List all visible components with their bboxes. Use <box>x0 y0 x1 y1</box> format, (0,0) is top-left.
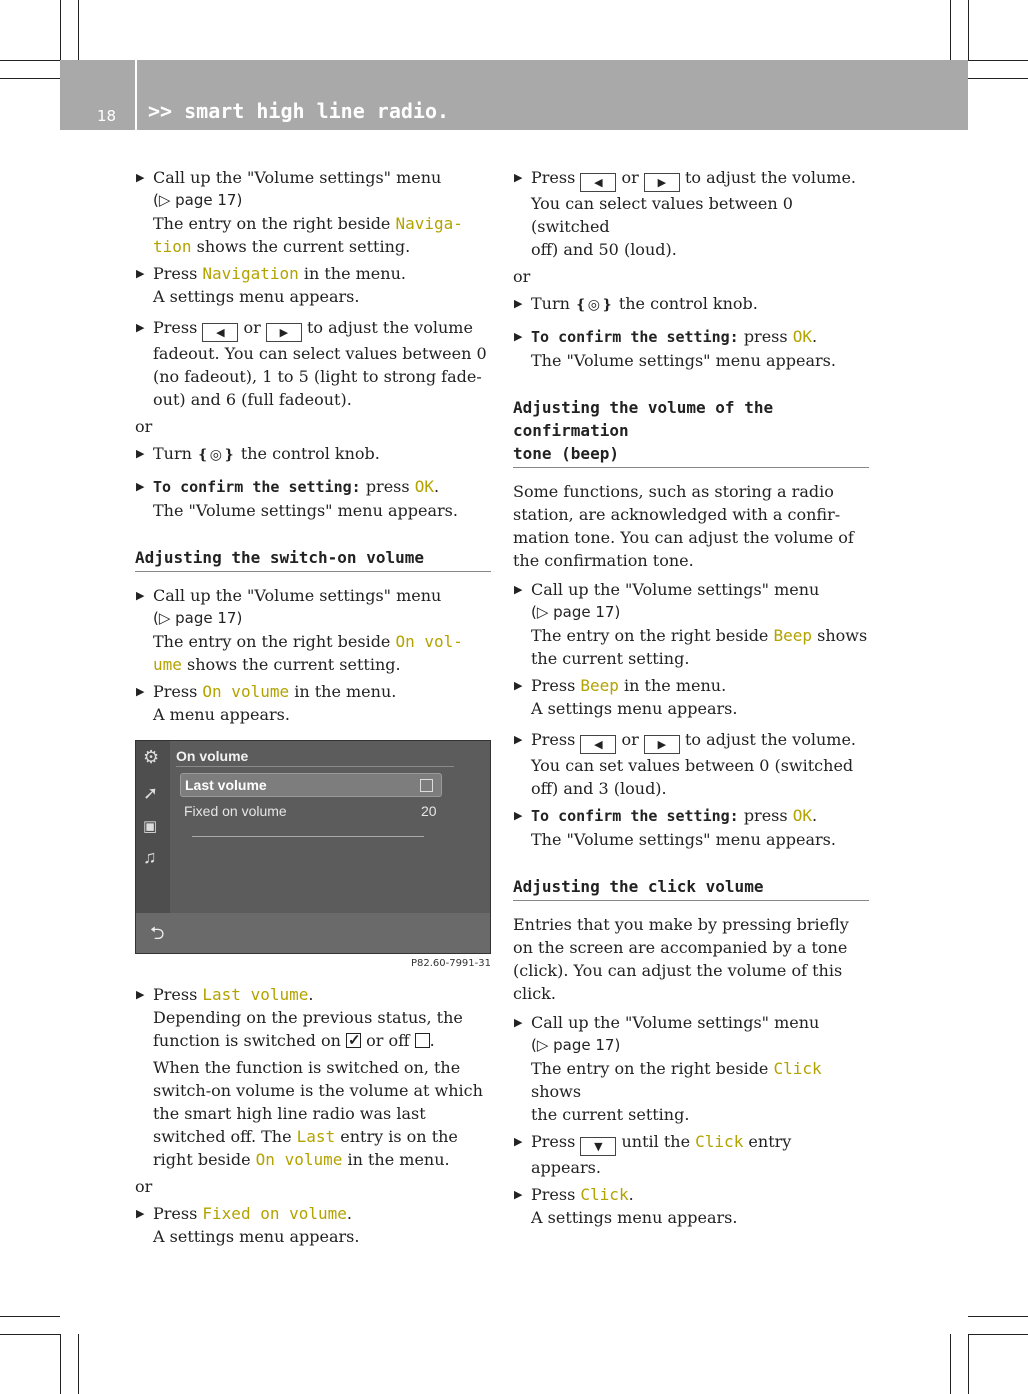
step-press-beep: ▶ Press Beep in the menu. A settings menu appears. <box>514 676 738 718</box>
music-note-icon: ♫ <box>143 847 157 867</box>
crop-mark <box>0 78 60 79</box>
crop-mark <box>968 0 969 60</box>
bullet-arrow-icon: ▶ <box>514 733 523 746</box>
step-call-up-menu: ▶ Call up the "Volume settings" menu (▷ page 17) The entry on the right beside Naviga- tion shows the current setting. <box>135 166 491 258</box>
section-heading: Adjusting the volume of the confirmation tone (beep) <box>513 396 869 468</box>
bullet-arrow-icon: ▶ <box>514 1016 523 1029</box>
paragraph: Some functions, such as storing a radio station, are acknowledged with a confir- mation tone. You can adjust the volume of the confirmation tone. <box>513 482 854 570</box>
crop-mark <box>60 1334 61 1394</box>
step-confirm: ▶ To confirm the setting: press OK. The "Volume settings" menu appears. <box>514 806 836 849</box>
bullet-arrow-icon: ▶ <box>514 171 523 184</box>
left-key-icon: ◀ <box>202 323 238 342</box>
screen-bottom-bar <box>136 913 490 953</box>
bullet-arrow-icon: ▶ <box>136 1207 145 1220</box>
checkbox-icon[interactable] <box>420 779 433 792</box>
step-press-navigation: ▶ Press Navigation in the menu. A settings menu appears. <box>136 264 406 306</box>
or-separator: or <box>513 267 531 286</box>
page-number: 18 <box>97 107 117 125</box>
page-reference[interactable]: (▷ page 17) <box>531 603 621 621</box>
right-key-icon: ▶ <box>644 173 680 192</box>
right-key-icon: ▶ <box>266 323 302 342</box>
step-call-up-menu: ▶ Call up the "Volume settings" menu (▷ page 17) The entry on the right beside Click shows the current setting. <box>513 1011 869 1126</box>
right-column <box>513 166 869 1233</box>
crop-mark <box>78 1334 79 1394</box>
menu-item-value: 20 <box>421 803 437 819</box>
checked-box-icon <box>346 1033 361 1048</box>
radio-icon: ▣ <box>143 818 158 835</box>
screen-illustration <box>135 740 491 954</box>
image-reference: P82.60-7991-31 <box>410 958 491 969</box>
chapter-title: >> smart high line radio. <box>148 99 450 123</box>
menu-item-last-volume[interactable]: Last volume <box>180 773 442 797</box>
bullet-arrow-icon: ▶ <box>136 447 145 460</box>
navigation-icon: ➚ <box>143 783 159 803</box>
paragraph: Entries that you make by pressing briefly on the screen are accompanied by a tone (click). You can adjust the volume of this click. <box>513 915 849 1003</box>
back-icon[interactable]: ⮌ <box>150 923 165 943</box>
crop-mark <box>968 1334 1028 1335</box>
bullet-arrow-icon: ▶ <box>514 809 523 822</box>
header-divider <box>135 60 137 130</box>
crop-mark <box>0 60 60 61</box>
left-key-icon: ◀ <box>580 735 616 754</box>
left-key-icon: ◀ <box>580 173 616 192</box>
step-turn-knob: ▶ Turn ❴◎❵ the control knob. <box>136 444 380 463</box>
bullet-arrow-icon: ▶ <box>136 267 145 280</box>
control-knob-icon: ❴◎❵ <box>575 297 614 313</box>
bullet-arrow-icon: ▶ <box>514 583 523 596</box>
section-heading: Adjusting the click volume <box>513 875 869 901</box>
crop-mark <box>60 0 61 60</box>
page-reference[interactable]: (▷ page 17) <box>153 609 243 627</box>
section-heading: Adjusting the switch-on volume <box>135 546 491 572</box>
page-reference[interactable]: (▷ page 17) <box>531 1036 621 1054</box>
crop-mark <box>0 1334 60 1335</box>
bullet-arrow-icon: ▶ <box>514 330 523 343</box>
step-adjust-volume: ▶ Press ◀ or ▶ to adjust the volume. You can set values between 0 (switched off) and 3 (loud). <box>514 730 856 798</box>
bullet-arrow-icon: ▶ <box>514 297 523 310</box>
crop-mark <box>968 60 1028 61</box>
step-call-up-menu: ▶ Call up the "Volume settings" menu (▷ page 17) The entry on the right beside Beep shows the current setting. <box>514 580 868 668</box>
bullet-arrow-icon: ▶ <box>136 589 145 602</box>
step-confirm: ▶ To confirm the setting: press OK. The "Volume settings" menu appears. <box>136 477 458 520</box>
divider <box>176 766 454 767</box>
step-press-on-volume: ▶ Press On volume in the menu. A menu appears. <box>136 682 397 724</box>
crop-mark <box>78 0 79 60</box>
unchecked-box-icon <box>415 1033 430 1048</box>
bullet-arrow-icon: ▶ <box>136 480 145 493</box>
step-call-up-menu: ▶ Call up the "Volume settings" menu (▷ page 17) The entry on the right beside On vol- ume shows the current setting. <box>135 584 491 676</box>
bullet-arrow-icon: ▶ <box>136 321 145 334</box>
crop-mark <box>0 1316 60 1317</box>
crop-mark <box>968 1316 1028 1317</box>
bullet-arrow-icon: ▶ <box>514 1188 523 1201</box>
step-adjust-volume: ▶ Press ◀ or ▶ to adjust the volume. You can select values between 0 (switched off) and 50 (loud). <box>514 168 856 259</box>
control-knob-icon: ❴◎❵ <box>197 447 236 463</box>
down-key-icon: ▼ <box>580 1137 616 1156</box>
bullet-arrow-icon: ▶ <box>136 171 145 184</box>
bullet-arrow-icon: ▶ <box>136 685 145 698</box>
crop-mark <box>950 0 951 60</box>
screen-sidebar <box>136 741 170 913</box>
step-press-down: ▶ Press ▼ until the Click entry appears. <box>514 1132 792 1177</box>
bullet-arrow-icon: ▶ <box>136 988 145 1001</box>
step-press-click: ▶ Press Click. A settings menu appears. <box>514 1185 738 1227</box>
crop-mark <box>968 1334 969 1394</box>
right-key-icon: ▶ <box>644 735 680 754</box>
step-turn-knob: ▶ Turn ❴◎❵ the control knob. <box>514 294 758 313</box>
bullet-arrow-icon: ▶ <box>514 1135 523 1148</box>
step-press-fixed-on-volume: ▶ Press Fixed on volume. A settings menu appears. <box>136 1204 360 1246</box>
screen-title: On volume <box>176 748 249 764</box>
left-column <box>135 166 491 1252</box>
crop-mark <box>950 1334 951 1394</box>
or-separator: or <box>135 1177 153 1196</box>
step-press-last-volume: ▶ Press Last volume. Depending on the previous status, the function is switched on ✓ or off . When the function is switched on, the switch-on volume is the volume at which the smart high line radio was last switched off. The Last entry is on the right beside On volume in the menu. <box>135 983 491 1171</box>
menu-item-fixed-on-volume[interactable]: Fixed on volume <box>184 803 287 819</box>
settings-gear-icon: ⚙ <box>143 747 160 767</box>
step-confirm: ▶ To confirm the setting: press OK. The "Volume settings" menu appears. <box>514 327 836 370</box>
page-reference[interactable]: (▷ page 17) <box>153 191 243 209</box>
crop-mark <box>968 78 1028 79</box>
bullet-arrow-icon: ▶ <box>514 679 523 692</box>
or-separator: or <box>135 417 153 436</box>
divider <box>192 836 424 837</box>
step-adjust-fadeout: ▶ Press ◀ or ▶ to adjust the volume fadeout. You can select values between 0 (no fadeout), 1 to 5 (light to strong fade- out) and 6 (full fadeout). <box>136 318 487 409</box>
